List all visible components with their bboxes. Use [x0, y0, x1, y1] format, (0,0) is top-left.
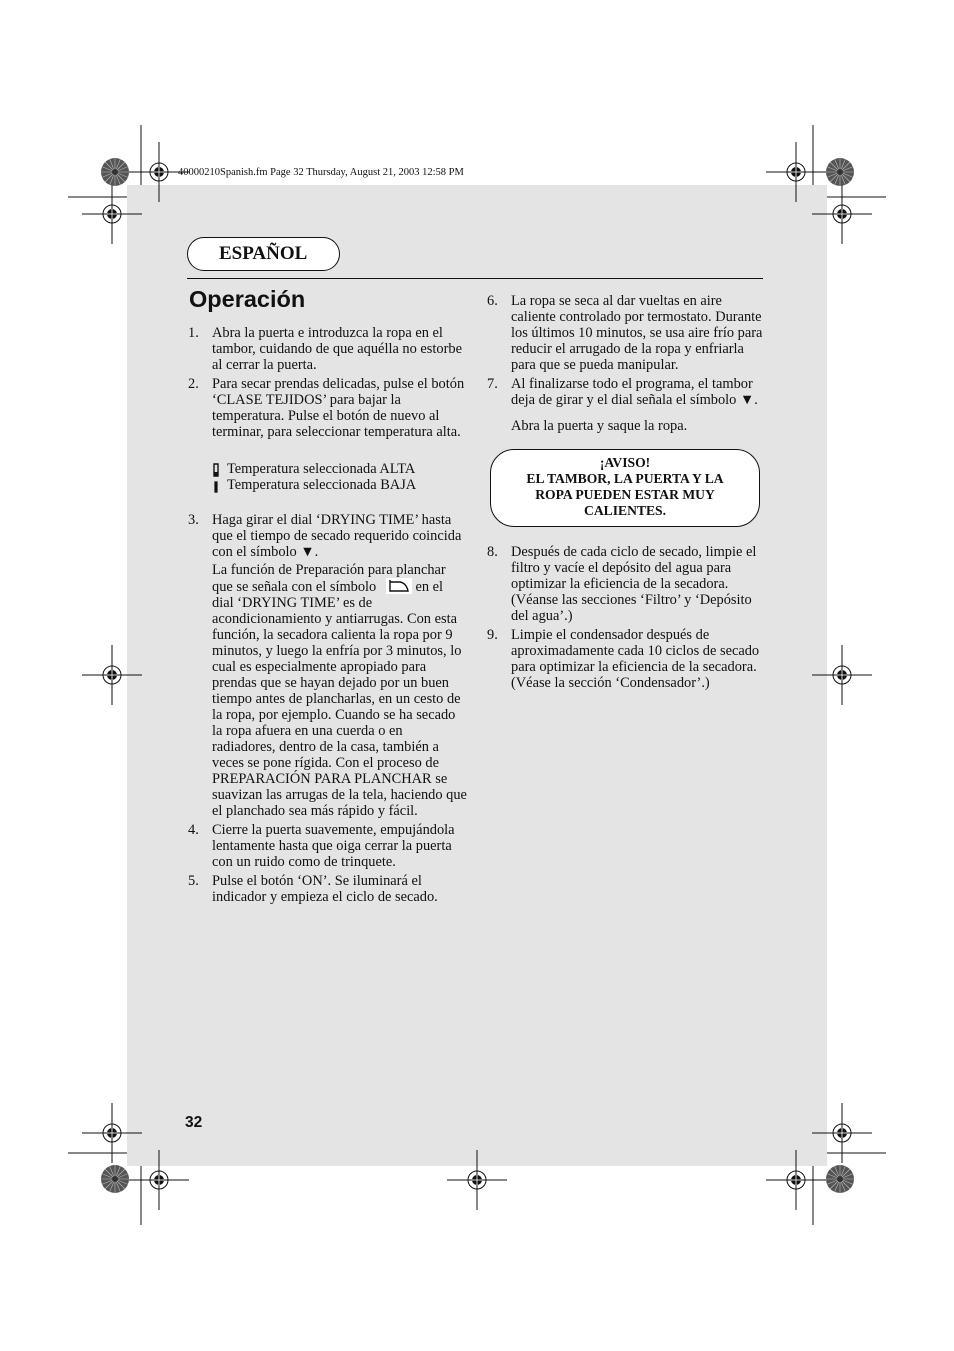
list-item [487, 544, 765, 624]
temp-low-row [212, 477, 468, 493]
page-title: Operación [189, 286, 306, 312]
arrow-down-icon: ▼ [739, 392, 755, 408]
left-column [188, 325, 468, 908]
item-text: Haga girar el dial ‘DRYING TIME’ hasta que el tiempo de secado requerido coincida con el símbolo ▼. [212, 512, 462, 560]
item-number: 7. [487, 376, 498, 392]
header-rule [187, 278, 763, 279]
language-tab [187, 237, 340, 271]
item-text: Limpie el condensador después de aproximadamente cada 10 ciclos de secado para optimizar la eficiencia de la secadora. (Véase la sección ‘Condensador’.) [511, 627, 760, 691]
item-paragraph: La función de Preparación para planchar que se señala con el símbolo en el dial ‘DRYING TIME’ es de acondicionamiento y antiarrugas. Con esta función, la secadora calienta la ropa por 9 minutos, y luego la enfría por 3 minutos, lo cual es especialmente apropiado para prendas que se hayan dejado por un buen tiempo antes de plancharlas, en un cesto de la ropa, por ejemplo. Cuando se ha secado la ropa afuera en una cuerda o en radiadores, dentro de la casa, también a veces se pone rígida. Con el proceso de PREPARACIÓN PARA PLANCHAR se suavizan las arrugas de la tela, haciendo que el planchado sea más rápido y fácil. [212, 562, 467, 819]
list-item [188, 376, 468, 440]
list-item [487, 376, 765, 434]
temp-low-label: Temperatura seleccionada BAJA [227, 477, 417, 493]
list-item [188, 822, 468, 870]
warning-line: EL TAMBOR, LA PUERTA Y LA [526, 471, 724, 486]
right-column [487, 293, 765, 694]
item-text: Cierre la puerta suavemente, empujándola lentamente hasta que oiga cerrar la puerta con un ruido como de trinquete. [212, 822, 455, 870]
item-text: Al finalizarse todo el programa, el tambor deja de girar y el dial señala el símbolo ▼. [511, 376, 758, 408]
print-slug: 40000210Spanish.fm Page 32 Thursday, August 21, 2003 12:58 PM [178, 167, 464, 178]
item-number: 8. [487, 544, 498, 560]
item-number: 9. [487, 627, 498, 643]
page-number: 32 [185, 1114, 203, 1131]
item-text: Abra la puerta e introduzca la ropa en el tambor, cuidando de que aquélla no estorbe al cerrar la puerta. [212, 325, 462, 373]
thermometer-low-icon [212, 479, 221, 493]
temperature-legend [212, 461, 468, 493]
list-item [487, 293, 765, 373]
item-number: 5. [188, 873, 199, 889]
item-number: 6. [487, 293, 498, 309]
thermometer-high-icon [212, 463, 221, 477]
item-text: Pulse el botón ‘ON’. Se iluminará el indicador y empieza el ciclo de secado. [212, 873, 438, 905]
item-paragraph: Abra la puerta y saque la ropa. [511, 418, 688, 434]
item-number: 4. [188, 822, 199, 838]
arrow-down-icon: ▼ [300, 544, 315, 560]
item-text: Para secar prendas delicadas, pulse el botón ‘CLASE TEJIDOS’ para bajar la temperatura. Pulse el botón de nuevo al terminar, para seleccionar temperatura alta. [212, 376, 465, 440]
temp-high-label: Temperatura seleccionada ALTA [227, 461, 416, 477]
warning-title: ¡AVISO! [599, 455, 651, 470]
item-text: Después de cada ciclo de secado, limpie el filtro y vacíe el depósito del agua para optimizar la eficiencia de la secadora. (Véanse las secciones ‘Filtro’ y ‘Depósito del agua’.) [511, 544, 757, 624]
list-item [188, 512, 468, 819]
language-label: ESPAÑOL [219, 243, 308, 264]
warning-box [490, 449, 760, 527]
list-item [487, 627, 765, 691]
item-number: 2. [188, 376, 199, 392]
item-number: 3. [188, 512, 199, 528]
warning-line: ROPA PUEDEN ESTAR MUY [535, 487, 715, 502]
list-item [188, 873, 468, 905]
temp-high-row [212, 461, 468, 477]
warning-line: CALIENTES. [584, 503, 666, 518]
item-number: 1. [188, 325, 199, 341]
iron-prep-icon [386, 578, 412, 594]
item-text: La ropa se seca al dar vueltas en aire caliente controlado por termostato. Durante los últimos 10 minutos, se usa aire frío para reducir el arrugado de la ropa y enfriarla para que se pueda manipular. [511, 293, 763, 373]
list-item [188, 325, 468, 373]
